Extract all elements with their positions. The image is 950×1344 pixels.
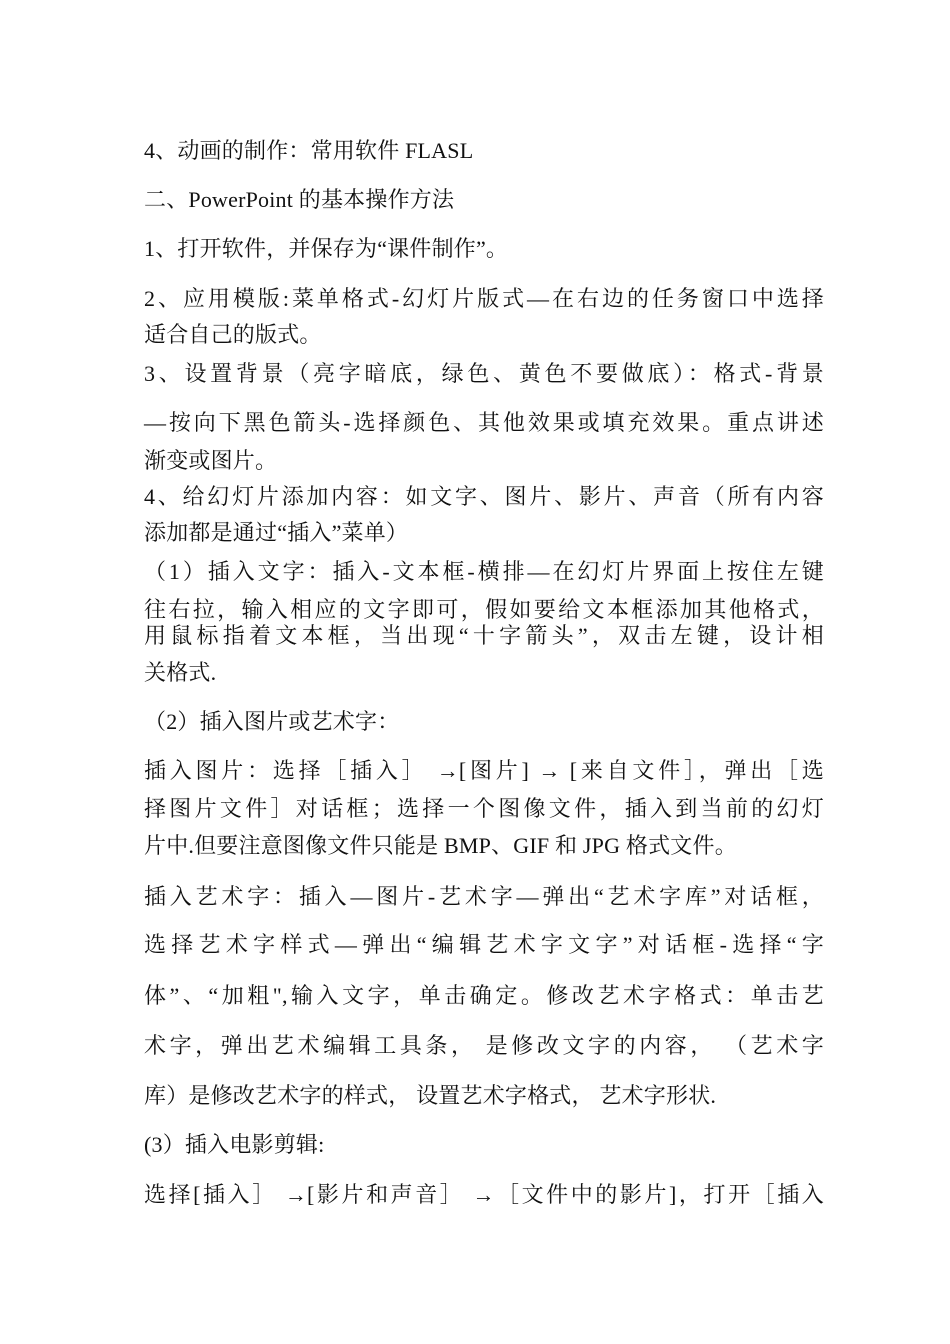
text-line: 选择艺术字样式—弹出“编辑艺术字文字”对话框-选择“字 (144, 932, 824, 957)
text-line: （1）插入文字：插入-文本框-横排—在幻灯片界面上按住左键 (144, 559, 824, 584)
text-line: 插入艺术字：插入—图片-艺术字—弹出“艺术字库”对话框， (144, 884, 824, 909)
text-line: 择图片文件］对话框；选择一个图像文件，插入到当前的幻灯 (144, 796, 824, 821)
text-line: 渐变或图片。 (144, 448, 278, 473)
text-line: 选择[插入］ →[影片和声音］ →［文件中的影片]，打开［插入 (144, 1182, 824, 1207)
text-line: 4、动画的制作：常用软件 FLASL (144, 138, 474, 163)
text-line: 关格式. (144, 660, 217, 685)
text-line: 片中.但要注意图像文件只能是 BMP、GIF 和 JPG 格式文件。 (144, 833, 737, 858)
text-line: 4、给幻灯片添加内容：如文字、图片、影片、声音（所有内容 (144, 484, 824, 509)
text-line: 添加都是通过“插入”菜单） (144, 520, 409, 545)
text-line: 3、设置背景（亮字暗底，绿色、黄色不要做底）：格式-背景 (144, 361, 824, 386)
text-line: —按向下黑色箭头-选择颜色、其他效果或填充效果。重点讲述 (144, 410, 824, 435)
text-line: 往右拉，输入相应的文字即可，假如要给文本框添加其他格式， (144, 597, 824, 622)
text-line: 术字，弹出艺术编辑工具条， 是修改文字的内容， （艺术字 (144, 1033, 824, 1058)
section-heading: 二、PowerPoint 的基本操作方法 (144, 187, 455, 212)
subsection-heading: (3）插入电影剪辑: (144, 1132, 325, 1157)
text-line: 用鼠标指着文本框，当出现“十字箭头”，双击左键，设计相 (144, 623, 824, 648)
text-line: 插入图片：选择［插入］ →[图片] → [来自文件］，弹出［选 (144, 758, 824, 783)
text-line: 2、应用模版:菜单格式-幻灯片版式—在右边的任务窗口中选择 (144, 286, 824, 311)
text-line: 体”、“加粗",输入文字，单击确定。修改艺术字格式：单击艺 (144, 983, 824, 1008)
text-line: 适合自己的版式。 (144, 322, 322, 347)
text-line: 1、打开软件，并保存为“课件制作”。 (144, 236, 509, 261)
subsection-heading: （2）插入图片或艺术字： (144, 709, 400, 734)
text-line: 库）是修改艺术字的样式， 设置艺术字格式， 艺术字形状. (144, 1083, 717, 1108)
